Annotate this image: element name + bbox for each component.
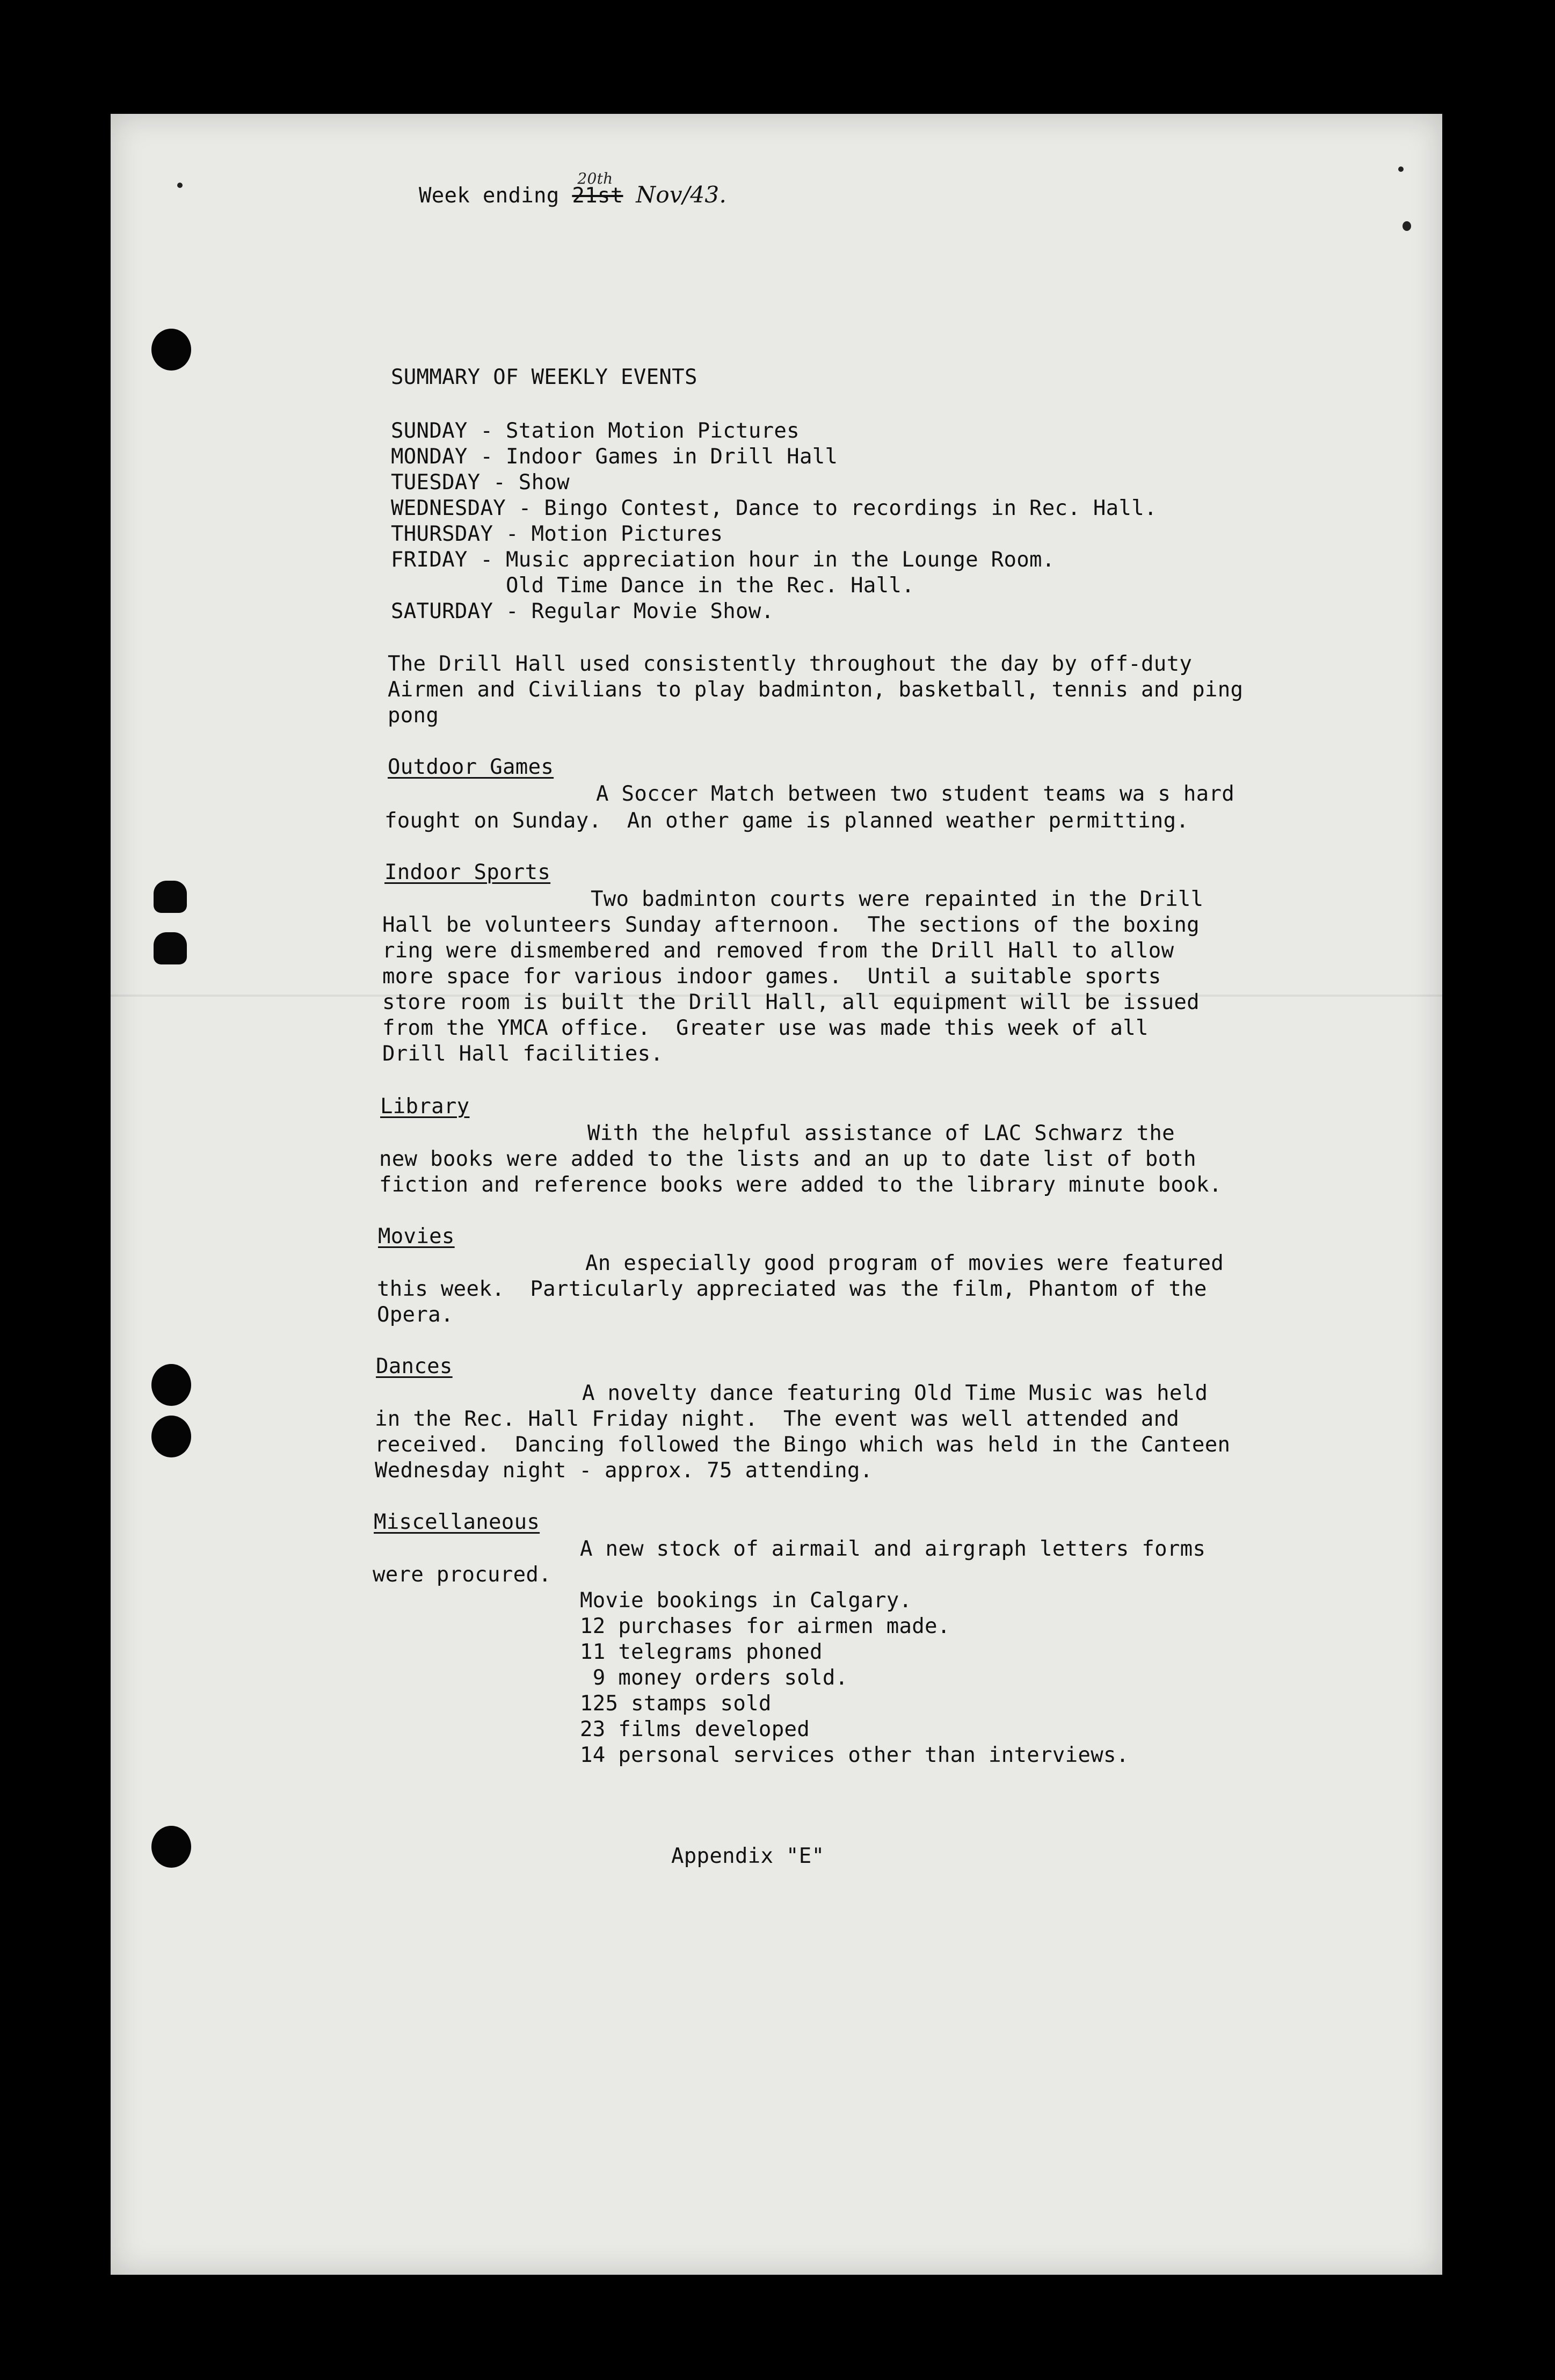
section-heading-indoor-sports: Indoor Sports: [384, 860, 551, 884]
movies-line: An especially good program of movies were featured: [585, 1251, 1224, 1275]
outdoor-games-line: A Soccer Match between two student teams wa s hard: [596, 782, 1234, 806]
indoor-sports-line: Hall be volunteers Sunday afternoon. The sections of the boxing: [382, 913, 1200, 937]
dances-line: Wednesday night - approx. 75 attending.: [375, 1459, 873, 1483]
binder-clip: [154, 881, 187, 913]
paragraph-line: pong: [388, 703, 439, 728]
summary-line: SUNDAY - Station Motion Pictures: [391, 419, 800, 443]
summary-line: TUESDAY - Show: [391, 470, 570, 495]
ink-speck: [177, 183, 183, 188]
ink-speck: [1398, 166, 1404, 172]
summary-line: MONDAY - Indoor Games in Drill Hall: [391, 445, 838, 469]
punch-hole: [151, 1364, 191, 1406]
punch-hole: [151, 329, 191, 371]
week-ending-day: [572, 170, 623, 209]
indoor-sports-line: store room is built the Drill Hall, all equipment will be issued: [382, 990, 1200, 1014]
miscellaneous-line: A new stock of airmail and airgraph letters forms: [580, 1537, 1206, 1561]
library-line: new books were added to the lists and an up to date list of both: [379, 1147, 1196, 1171]
section-heading-dances: Dances: [376, 1354, 453, 1378]
library-line: fiction and reference books were added to the library minute book.: [379, 1173, 1222, 1197]
summary-line: THURSDAY - Motion Pictures: [391, 522, 723, 546]
week-ending-struck-day: 21st: [572, 184, 623, 208]
indoor-sports-line: more space for various indoor games. Until a suitable sports: [382, 964, 1161, 989]
library-line: With the helpful assistance of LAC Schwarz the: [587, 1121, 1175, 1145]
punch-hole: [151, 1416, 191, 1457]
dances-line: in the Rec. Hall Friday night. The event was well attended and: [375, 1407, 1180, 1431]
miscellaneous-line: were procured.: [373, 1563, 551, 1587]
summary-line: Old Time Dance in the Rec. Hall.: [391, 574, 914, 598]
list-item: 11 telegrams phoned: [580, 1640, 823, 1664]
week-ending-line: [419, 170, 727, 209]
section-heading-library: Library: [380, 1094, 470, 1119]
indoor-sports-line: Two badminton courts were repainted in the Drill: [591, 887, 1204, 911]
summary-line: SATURDAY - Regular Movie Show.: [391, 599, 774, 623]
week-ending-label: Week ending: [419, 184, 559, 208]
movies-line: Opera.: [377, 1303, 454, 1327]
week-ending-corrected-day: 20th: [577, 170, 613, 187]
dances-line: A novelty dance featuring Old Time Music was held: [582, 1381, 1208, 1405]
list-item: 14 personal services other than interviews.: [580, 1743, 1129, 1767]
section-heading-miscellaneous: Miscellaneous: [374, 1510, 540, 1534]
indoor-sports-line: Drill Hall facilities.: [382, 1042, 664, 1066]
indoor-sports-line: from the YMCA office. Greater use was made this week of all: [382, 1016, 1149, 1040]
binder-clip: [154, 932, 187, 964]
summary-line: FRIDAY - Music appreciation hour in the Lounge Room.: [391, 548, 1055, 572]
appendix-label: Appendix "E": [671, 1844, 825, 1868]
punch-hole: [151, 1826, 191, 1868]
section-heading-outdoor-games: Outdoor Games: [388, 755, 554, 779]
indoor-sports-line: ring were dismembered and removed from the Drill Hall to allow: [382, 939, 1174, 963]
summary-line: WEDNESDAY - Bingo Contest, Dance to recordings in Rec. Hall.: [391, 496, 1157, 520]
list-item: 9 money orders sold.: [580, 1666, 848, 1690]
list-item: Movie bookings in Calgary.: [580, 1588, 912, 1613]
dances-line: received. Dancing followed the Bingo which was held in the Canteen: [375, 1433, 1231, 1457]
list-item: 125 stamps sold: [580, 1692, 772, 1716]
movies-line: this week. Particularly appreciated was the film, Phantom of the: [377, 1277, 1207, 1301]
outdoor-games-line: fought on Sunday. An other game is planned weather permitting.: [384, 809, 1189, 833]
paragraph-line: The Drill Hall used consistently throughout the day by off-duty: [388, 652, 1193, 676]
section-heading-movies: Movies: [378, 1224, 455, 1249]
paragraph-line: Airmen and Civilians to play badminton, basketball, tennis and ping: [388, 678, 1244, 702]
week-ending-date: Nov/43.: [636, 182, 727, 208]
ink-speck: [1403, 221, 1411, 231]
list-item: 23 films developed: [580, 1717, 810, 1742]
summary-title: SUMMARY OF WEEKLY EVENTS: [391, 365, 697, 389]
list-item: 12 purchases for airmen made.: [580, 1614, 950, 1638]
